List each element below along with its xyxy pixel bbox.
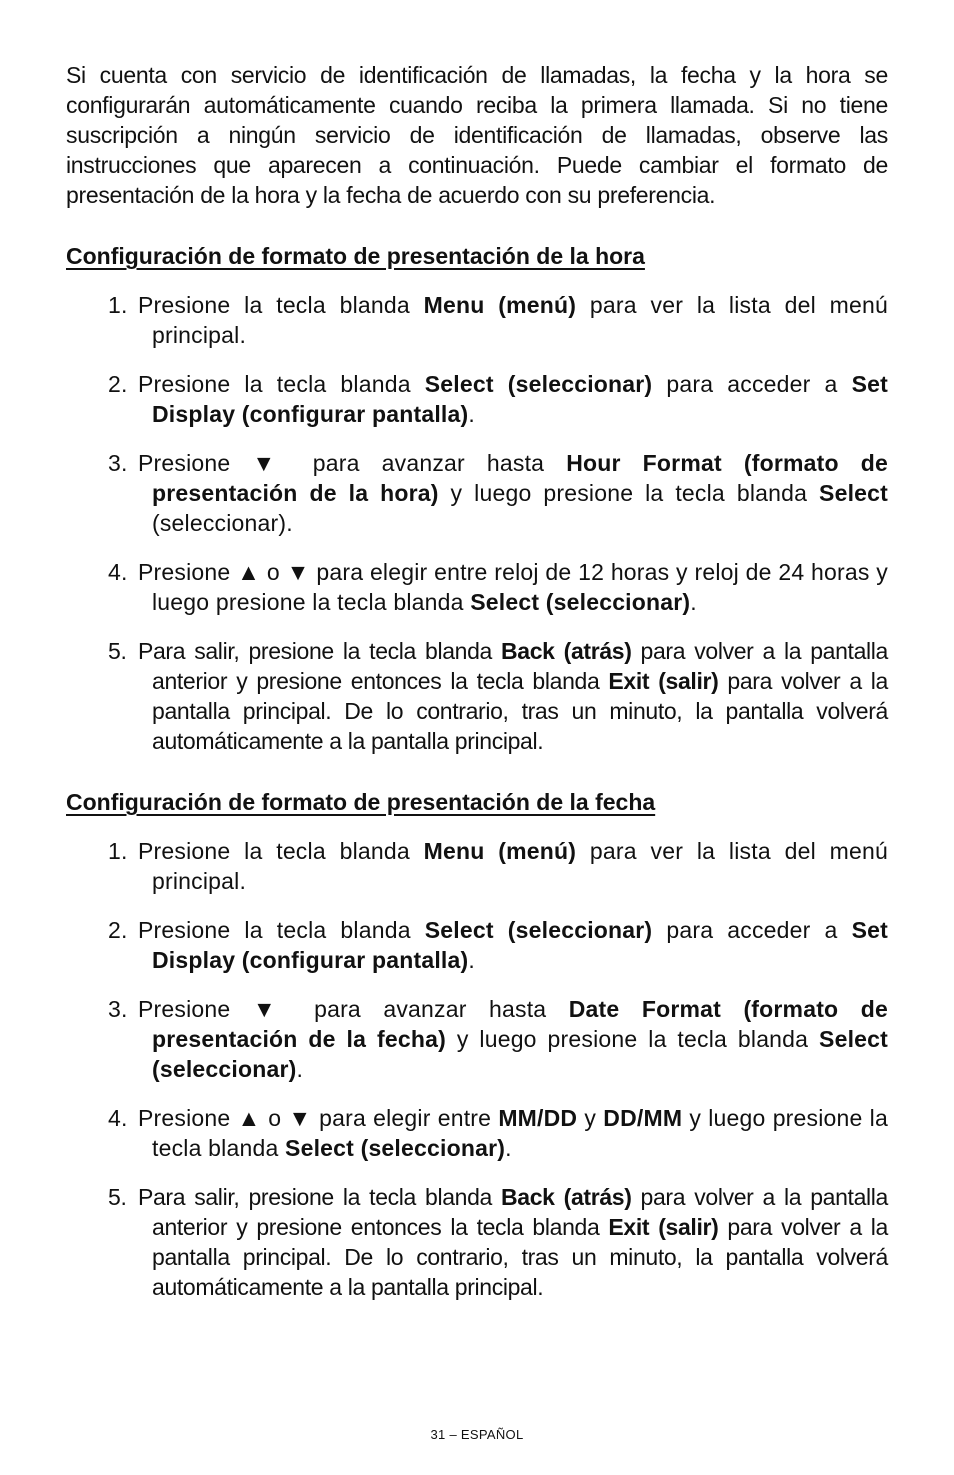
option-label: MM/DD (498, 1105, 578, 1131)
step-text-part: para ver la lista del menú principal. (152, 838, 888, 894)
step-number: 4. (108, 559, 128, 585)
menu-label: Set Display (configurar pantalla) (152, 917, 888, 973)
step-text (138, 450, 888, 536)
step-text (138, 996, 888, 1082)
key-label: Back (atrás) (501, 638, 632, 664)
step-text-part: y luego presione la tecla blanda (445, 1026, 820, 1052)
step-text-part: para volver a la pantalla principal. De lo contrario, tras un minuto, la pantalla volverá automáticamente a la pantalla principal. (152, 668, 888, 754)
step-text-part: Presione la tecla blanda (138, 838, 424, 864)
step-text-part: y luego presione la tecla blanda (152, 1105, 888, 1161)
step-text-part: (seleccionar). (152, 510, 293, 536)
key-label: Menu (menú) (423, 292, 577, 318)
page-footer: 31 – ESPAÑOL (430, 1427, 524, 1442)
step-text-part: . (468, 401, 475, 427)
page-content (66, 60, 888, 1302)
step-text-part: . (690, 589, 697, 615)
menu-label: Set Display (configurar pantalla) (152, 371, 888, 427)
key-label: Select (seleccionar) (152, 1026, 888, 1082)
step-number: 3. (108, 996, 128, 1022)
step-number: 2. (108, 917, 128, 943)
steps-list-hora (66, 290, 888, 756)
key-label: Exit (salir) (608, 668, 719, 694)
step-item (66, 290, 888, 350)
step-item (66, 1103, 888, 1163)
section-heading-hora: Configuración de formato de presentación de la hora (66, 243, 645, 269)
option-label: DD/MM (603, 1105, 683, 1131)
key-label: Select (seleccionar) (470, 589, 691, 615)
step-text (138, 559, 888, 615)
step-item (66, 448, 888, 538)
key-label: Back (atrás) (501, 1184, 632, 1210)
step-text (138, 1184, 888, 1300)
step-text-part: Presione la tecla blanda (138, 292, 424, 318)
step-number: 2. (108, 371, 128, 397)
step-text-part: . (468, 947, 475, 973)
step-text (138, 371, 888, 427)
step-text-part: y (577, 1105, 604, 1131)
step-text-part: Presione la tecla blanda (138, 917, 425, 943)
step-item (66, 1182, 888, 1302)
step-number: 1. (108, 838, 128, 864)
step-text-part: Presione ▼ para avanzar hasta (138, 450, 567, 476)
step-text (138, 1105, 888, 1161)
step-text-part: para ver la lista del menú principal. (152, 292, 888, 348)
step-item (66, 836, 888, 896)
key-label: Select (seleccionar) (285, 1135, 506, 1161)
step-item (66, 915, 888, 975)
menu-label: Date Format (formato de presentación de la fecha) (152, 996, 888, 1052)
key-label: Select (seleccionar) (424, 371, 653, 397)
menu-label: Hour Format (formato de presentación de la hora) (152, 450, 888, 506)
key-label: Select (819, 480, 888, 506)
step-item (66, 994, 888, 1084)
step-number: 1. (108, 292, 128, 318)
step-item (66, 557, 888, 617)
step-text (138, 917, 888, 973)
step-text-part: para acceder a (652, 917, 852, 943)
step-text-part: para volver a la pantalla principal. De lo contrario, tras un minuto, la pantalla volverá automáticamente a la pantalla principal. (152, 1214, 888, 1300)
step-text (138, 292, 888, 348)
step-text-part: para acceder a (652, 371, 852, 397)
step-text-part: . (505, 1135, 512, 1161)
key-label: Exit (salir) (608, 1214, 719, 1240)
key-label: Select (seleccionar) (424, 917, 653, 943)
step-text-part: Para salir, presione la tecla blanda (138, 1184, 502, 1210)
step-text-part: Presione la tecla blanda (138, 371, 425, 397)
step-text (138, 638, 888, 754)
key-label: Menu (menú) (423, 838, 577, 864)
section-heading-fecha: Configuración de formato de presentación de la fecha (66, 789, 656, 815)
step-number: 3. (108, 450, 128, 476)
intro-paragraph: Si cuenta con servicio de identificación de llamadas, la fecha y la hora se configurarán automáticamente cuando reciba la primera llamada. Si no tiene suscripción a ningún servicio de identificación de llamadas, observe las instrucciones que aparecen a continuación. Puede cambiar el formato de presentación de la hora y la fecha de acuerdo con su preferencia. (66, 62, 888, 208)
step-number: 4. (108, 1105, 128, 1131)
step-text-part: Presione ▲ o ▼ para elegir entre reloj de 12 horas y reloj de 24 horas y luego presione la tecla blanda (138, 559, 888, 615)
step-item (66, 369, 888, 429)
step-text (138, 838, 888, 894)
steps-list-fecha (66, 836, 888, 1302)
step-text-part: . (296, 1056, 304, 1082)
step-text-part: Presione ▼ para avanzar hasta (138, 996, 569, 1022)
step-item (66, 636, 888, 756)
step-text-part: Presione ▲ o ▼ para elegir entre (138, 1105, 499, 1131)
step-text-part: para volver a la pantalla anterior y presione entonces la tecla blanda (152, 1184, 888, 1240)
step-text-part: y luego presione la tecla blanda (438, 480, 820, 506)
step-text-part: Para salir, presione la tecla blanda (138, 638, 502, 664)
step-text-part: para volver a la pantalla anterior y presione entonces la tecla blanda (152, 638, 888, 694)
step-number: 5. (108, 1184, 127, 1210)
step-number: 5. (108, 638, 127, 664)
